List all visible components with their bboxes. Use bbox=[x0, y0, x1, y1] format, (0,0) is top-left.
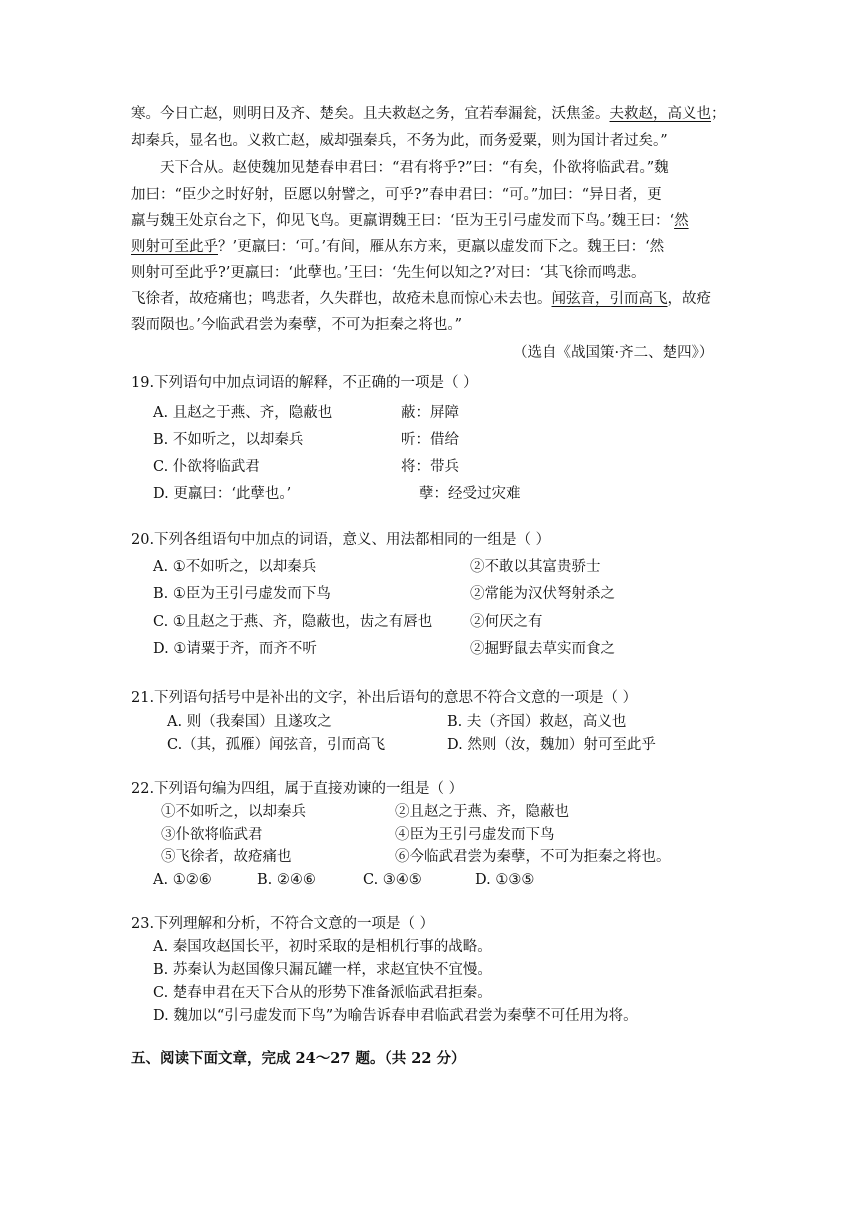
q23-stem: 23.下列理解和分析，不符合文意的一项是（ ） bbox=[131, 916, 435, 932]
q20-option-c: C. ①且赵之于燕、齐，隐蔽也，齿之有唇也 ②何厌之有 bbox=[153, 614, 543, 630]
q22-items-row-1: ①不如听之，以却秦兵 ②且赵之于燕、齐，隐蔽也 bbox=[161, 804, 569, 820]
q19-option-d: D. 更羸曰：‘此孽也。’ 孽：经受过灾难 bbox=[153, 486, 521, 502]
underlined-phrase: 闻弦音，引而高飞 bbox=[551, 291, 668, 307]
passage-line-4: 加曰：“臣少之时好射，臣愿以射譬之，可乎?”春申君曰：“可。”加曰：“异日者，更 bbox=[131, 187, 662, 203]
passage-line-1: 寒。今日亡赵，则明日及齐、楚矣。且夫救赵之务，宜若奉漏瓮，沃焦釜。夫救赵，高义也； bbox=[131, 106, 726, 122]
passage-source: （选自《战国策·齐二、楚四》） bbox=[513, 345, 714, 361]
passage-line-7: 则射可至此乎?’更羸曰：‘此孽也。’王曰：‘先生何以知之?’对曰：‘其飞徐而鸣悲。 bbox=[131, 265, 646, 281]
q22-items-row-3: ⑤飞徐者，故疮痛也 ⑥今临武君尝为秦孽，不可为拒秦之将也。 bbox=[161, 849, 671, 865]
passage-line-5: 羸与魏王处京台之下，仰见飞鸟。更羸谓魏王曰：‘臣为王引弓虚发而下鸟。’魏王曰：‘然 bbox=[131, 213, 689, 229]
underlined-phrase: 夫救赵，高义也 bbox=[609, 106, 711, 122]
q22-stem: 22.下列语句编为四组，属于直接劝谏的一组是（ ） bbox=[131, 781, 464, 797]
q21-stem: 21.下列语句括号中是补出的文字，补出后语句的意思不符合文意的一项是（ ） bbox=[131, 690, 638, 706]
q20-stem: 20.下列各组语句中加点的词语，意义、用法都相同的一组是（ ） bbox=[131, 532, 551, 548]
q22-choices: A. ①②⑥ B. ②④⑥ C. ③④⑤ D. ①③⑤ bbox=[153, 872, 535, 888]
passage-line-8: 飞徐者，故疮痛也；鸣悲者，久失群也，故疮未息而惊心未去也。闻弦音，引而高飞，故疮 bbox=[131, 291, 711, 307]
section-5-heading: 五、阅读下面文章，完成 24～27 题。（共 22 分） bbox=[131, 1050, 466, 1067]
q23-option-b: B. 苏秦认为赵国像只漏瓦罐一样，求赵宜快不宜慢。 bbox=[153, 962, 492, 978]
underlined-phrase: 然 bbox=[674, 213, 689, 229]
q22-items-row-2: ③仆欲将临武君 ④臣为王引弓虚发而下鸟 bbox=[161, 827, 555, 843]
q19-option-a: A. 且赵之于燕、齐，隐蔽也 蔽：屏障 bbox=[153, 405, 459, 421]
passage-line-9: 裂而陨也。’今临武君尝为秦孽，不可为拒秦之将也。” bbox=[131, 317, 463, 333]
q19-option-b: B. 不如听之，以却秦兵 听：借给 bbox=[153, 432, 459, 448]
passage-line-6: 则射可至此乎？’更羸曰：‘可。’有间，雁从东方来，更羸以虚发而下之。魏王曰：‘然 bbox=[131, 239, 665, 255]
q19-stem: 19.下列语句中加点词语的解释，不正确的一项是（ ） bbox=[131, 375, 478, 391]
q21-options-row-2: C.（其，孤雁）闻弦音，引而高飞 D. 然则（汝，魏加）射可至此乎 bbox=[167, 737, 656, 753]
q23-option-a: A. 秦国攻赵国长平，初时采取的是相机行事的战略。 bbox=[153, 939, 492, 955]
q23-option-c: C. 楚春申君在天下合从的形势下准备派临武君拒秦。 bbox=[153, 985, 492, 1001]
q20-option-a: A. ①不如听之，以却秦兵 ②不敢以其富贵骄士 bbox=[153, 559, 601, 575]
q20-option-b: B. ①臣为王引弓虚发而下鸟 ②常能为汉伏弩射杀之 bbox=[153, 586, 615, 602]
underlined-phrase: 则射可至此乎 bbox=[131, 239, 218, 255]
q21-options-row-1: A. 则（我秦国）且遂攻之 B. 夫（齐国）救赵，高义也 bbox=[167, 714, 627, 730]
q20-option-d: D. ①请粟于齐，而齐不听 ②掘野鼠去草实而食之 bbox=[153, 641, 615, 657]
q23-option-d: D. 魏加以“引弓虚发而下鸟”为喻告诉春申君临武君尝为秦孽不可任用为将。 bbox=[153, 1008, 638, 1024]
passage-line-2: 却秦兵，显名也。义救亡赵，威却强秦兵，不务为此，而务爱粟，则为国计者过矣。” bbox=[131, 133, 668, 149]
q19-option-c: C. 仆欲将临武君 将：带兵 bbox=[153, 459, 459, 475]
passage-line-3: 天下合从。赵使魏加见楚春申君曰：“君有将乎?”曰：“有矣，仆欲将临武君。”魏 bbox=[160, 160, 669, 176]
